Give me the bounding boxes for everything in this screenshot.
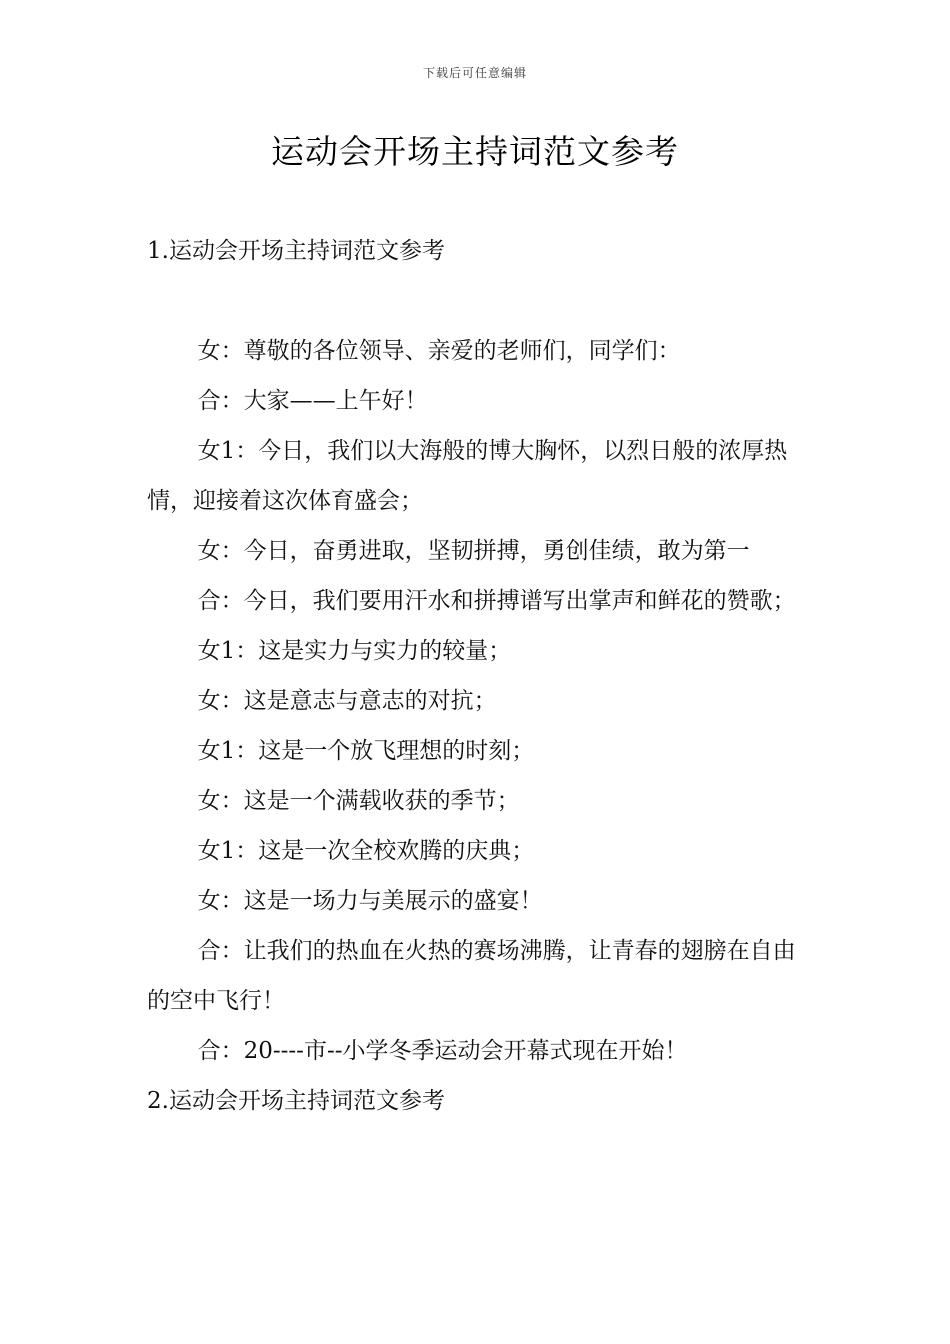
paragraph-line: 合：今日，我们要用汗水和拼搏谱写出掌声和鲜花的赞歌； — [197, 588, 796, 614]
header-note: 下载后可任意编辑 — [422, 66, 527, 80]
paragraph-line: 女1：这是一个放飞理想的时刻； — [197, 738, 535, 764]
paragraph-line: 合：大家——上午好！ — [197, 388, 428, 414]
section-1-heading: 1.运动会开场主持词范文参考 — [147, 238, 445, 264]
paragraph-line: 女：这是意志与意志的对抗； — [197, 688, 497, 714]
section-2-heading: 2.运动会开场主持词范文参考 — [147, 1088, 445, 1114]
paragraph-line: 合：20----市--小学冬季运动会开幕式现在开始！ — [197, 1038, 688, 1064]
paragraph-line: 女：这是一个满载收获的季节； — [197, 788, 520, 814]
paragraph-line: 女：今日，奋勇进取，坚韧拼搏，勇创佳绩，敢为第一 — [197, 538, 750, 564]
document-title: 运动会开场主持词范文参考 — [271, 132, 679, 171]
paragraph-line: 女1：今日，我们以大海般的博大胸怀，以烈日般的浓厚热情，迎接着这次体育盛会； — [147, 438, 788, 514]
paragraph-line: 女：这是一场力与美展示的盛宴！ — [197, 888, 543, 914]
paragraph-line: 女：尊敬的各位领导、亲爱的老师们，同学们： — [197, 338, 681, 364]
paragraph-line: 合：让我们的热血在火热的赛场沸腾，让青春的翅膀在自由的空中飞行！ — [147, 938, 796, 1014]
paragraph-line: 女1：这是一次全校欢腾的庆典； — [197, 838, 535, 864]
paragraph-line: 女1：这是实力与实力的较量； — [197, 638, 512, 664]
document-body — [147, 226, 807, 1126]
